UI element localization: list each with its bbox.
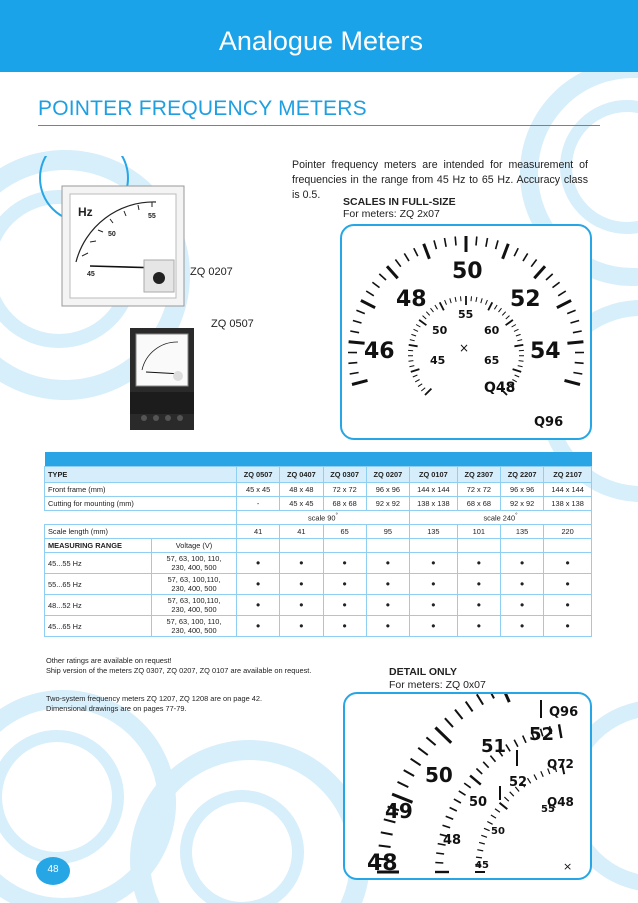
scale-tick [415,380,419,382]
table-cell: 65 [323,525,366,539]
scale-full-outer-48: 48 [396,287,427,312]
scale-240-label: scale 240 [483,513,516,523]
scale-detail-mid-48: 48 [443,833,462,848]
scale-tick [504,797,508,801]
table-row-cutting [45,497,592,511]
scale-tick [395,260,400,267]
note-line: Ship version of the meters ZQ 0307, ZQ 0207, ZQ 0107 are available on request. [46,665,312,675]
table-row-type [45,467,592,483]
scale-tick [541,771,543,777]
scale-tick [416,325,420,328]
table-cell: 135 [500,525,543,539]
scale-tick [512,325,516,328]
scale-tick [546,274,553,280]
type-label: TYPE [45,467,237,483]
scale-full-outer-50: 50 [452,259,483,284]
availability-dot: • [544,553,592,574]
scale-tick [471,296,472,301]
availability-dot: • [237,574,280,595]
voltage-cell [152,595,237,616]
availability-dot: • [457,553,500,574]
availability-dot: • [457,595,500,616]
scale-tick [515,375,520,377]
scale-full-subheading: For meters: ZQ 2x07 [343,208,440,220]
cutting-label: Cutting for mounting (mm) [45,497,237,511]
scale-tick [486,300,488,305]
scale-full-heading: SCALES IN FULL-SIZE [343,196,456,208]
voltage-line: 230, 400, 500 [171,626,217,635]
scale-tick [426,737,435,745]
table-row-range [45,574,592,595]
scale-detail-cross: × [563,860,573,873]
scale-tick [519,361,524,362]
scale-tick [404,253,409,261]
scale-full-outer-46: 46 [364,339,395,364]
product-photo [32,156,292,436]
scale-full-tag-q96: Q96 [534,415,564,430]
meter-a-unit: Hz [78,205,93,219]
voltage-line: 57, 63, 100, 110, [166,617,222,626]
availability-dot: • [500,574,543,595]
table-cell: 138 x 138 [410,497,458,511]
scale-tick [352,380,368,384]
scale-tick [516,334,521,336]
table-cell: 45 x 45 [237,483,280,497]
scale-tick [491,815,496,818]
availability-dot: • [457,574,500,595]
table-cell: 68 x 68 [457,497,500,511]
scale-tick [476,237,477,246]
scale-detail-tag-q96: Q96 [549,705,579,720]
scale-tick [484,828,490,830]
range-label: 45...55 Hz [45,553,152,574]
model-cell: ZQ 0207 [366,467,409,483]
scale-tick [528,778,531,783]
scale-tick [523,253,528,261]
scale-full-svg [342,226,590,438]
scale-tick [565,380,581,384]
scale-full-panel [340,224,592,440]
scale-90-cell [237,511,410,525]
front-frame-label: Front frame (mm) [45,483,237,497]
scale-tick [414,248,418,256]
scale-length-label: Scale length (mm) [45,525,237,539]
table-cell: 92 x 92 [366,497,409,511]
scale-detail-tag-q72: Q72 [547,757,574,771]
scale-detail-svg [345,694,590,878]
table-cell: 96 x 96 [500,483,543,497]
availability-dot: • [237,616,280,637]
scale-tick [567,310,575,313]
scale-tick [571,321,580,324]
availability-dot: • [410,574,458,595]
voltage-cell [152,616,237,637]
scale-tick [464,783,471,788]
range-label: 55...65 Hz [45,574,152,595]
scale-tick [557,300,571,307]
scale-detail-tag-q48: Q48 [547,795,574,809]
availability-dot: • [544,595,592,616]
model-cell: ZQ 0307 [323,467,366,483]
scale-tick [461,296,462,301]
scale-tick [534,775,537,780]
table-cell: 72 x 72 [457,483,500,497]
scale-tick [413,375,418,377]
scale-tick [409,345,418,346]
scale-full-inner-45: 45 [430,354,446,367]
scale-full-inner-50: 50 [432,324,448,337]
availability-dot: • [500,616,543,637]
scale-tick [411,369,420,372]
scale-tick [494,305,497,309]
scale-tick [476,297,477,302]
availability-dot: • [457,616,500,637]
scale-tick [379,846,391,848]
scale-tick [573,373,582,375]
scale-tick [496,240,498,249]
scale-tick [421,388,425,391]
scale-tick [506,316,510,319]
scale-detail-outer-49: 49 [385,799,413,823]
table-cell: 95 [366,525,409,539]
table-cell: 138 x 138 [544,497,592,511]
scale-tick [434,240,436,249]
scale-tick [445,300,447,305]
scale-detail-inner-45: 45 [475,860,489,871]
scale-tick [486,238,488,247]
model-cell: ZQ 0407 [280,467,323,483]
table-cell: 41 [280,525,323,539]
scale-240-cell [410,511,592,525]
scale-detail-mid-50: 50 [469,795,488,810]
note-line: Other ratings are available on request! [46,656,172,665]
table-cell: 144 x 144 [410,483,458,497]
scale-full-inner-55: 55 [458,308,474,321]
availability-dot: • [500,553,543,574]
meter-a-mark-45: 45 [87,271,95,278]
scale-detail-outer-51: 51 [481,736,507,757]
scale-tick [517,340,522,341]
scale-detail-subheading: For meters: ZQ 0x07 [389,679,486,691]
note-line: Two-system frequency meters ZQ 1207, ZQ 1208 are on page 42. [46,694,263,703]
scale-tick [411,759,421,766]
scale-detail-outer-50: 50 [425,763,453,787]
scale-tick [379,274,386,280]
model-cell: ZQ 0507 [237,467,280,483]
scale-tick [513,369,522,372]
note-line: Dimensional drawings are on pages 77-79. [46,703,187,713]
scale-tick [503,244,509,259]
scale-90-label: scale 90 [308,513,336,523]
scale-tick [450,808,457,812]
model-cell: ZQ 2107 [544,467,592,483]
table-header-band [45,452,592,467]
availability-dot: • [544,616,592,637]
scale-tick [514,329,519,331]
scale-tick [495,809,500,813]
scale-tick [446,816,454,819]
scale-detail-heading: DETAIL ONLY [389,666,458,678]
scale-tick [573,331,582,333]
scale-tick [414,329,419,331]
table-cell: 92 x 92 [500,497,543,511]
availability-dot: • [323,574,366,595]
scale-tick [356,310,364,313]
scale-tick [424,244,430,259]
scale-tick [470,776,481,785]
scale-tick [353,321,362,324]
voltage-line: 230, 400, 500 [171,605,217,614]
availability-dot: • [544,574,592,595]
voltage-line: 57, 63, 100, 110, [166,554,222,563]
scale-tick [372,282,379,287]
table-cell: - [237,497,280,511]
availability-dot: • [237,595,280,616]
availability-dot: • [323,595,366,616]
meter-a-label: ZQ 0207 [190,266,233,278]
scale-full-inner-65: 65 [484,354,500,367]
meter-a-mark-55: 55 [148,213,156,220]
scale-tick [567,342,583,344]
scale-tick [445,238,447,247]
availability-dot: • [280,574,323,595]
availability-dot: • [366,595,409,616]
availability-dot: • [366,616,409,637]
table-cell: 101 [457,525,500,539]
range-label: 48...52 Hz [45,595,152,616]
scale-detail-inner-50: 50 [491,826,505,837]
scale-tick [350,373,359,375]
spec-table [44,452,592,637]
scale-tick [440,302,444,310]
scale-tick [499,308,502,312]
scale-tick [514,345,523,346]
scale-tick [361,300,375,307]
notes [46,656,376,713]
availability-dot: • [366,553,409,574]
availability-dot: • [323,553,366,574]
voltage-line: 57, 63, 100,110, [167,575,221,584]
scale-tick [435,728,451,743]
scale-tick [349,342,365,344]
voltage-label: Voltage (V) [152,539,237,553]
voltage-line: 230, 400, 500 [171,563,217,572]
model-cell: ZQ 2207 [500,467,543,483]
availability-dot: • [280,595,323,616]
table-cell: 41 [237,525,280,539]
scale-tick [506,320,513,325]
scale-detail-panel [343,692,592,880]
scale-tick [436,853,444,854]
scale-tick [459,791,466,795]
scale-tick [534,266,545,278]
scale-tick [481,835,487,837]
scale-tick [348,363,357,364]
voltage-cell [152,553,237,574]
scale-tick [510,792,514,796]
scale-tick [435,863,443,864]
availability-dot: • [280,553,323,574]
degree-mark: ° [335,512,338,520]
scale-tick [500,694,509,702]
scale-tick [477,850,483,851]
scale-tick [418,748,428,755]
scale-detail-mid-52: 52 [509,775,528,790]
scale-tick [445,718,453,727]
table-cell: 72 x 72 [323,483,366,497]
scale-full-outer-54: 54 [530,339,561,364]
table-row-range [45,595,592,616]
availability-dot: • [366,574,409,595]
scale-tick [502,312,505,316]
scale-tick [381,832,393,834]
section-title: POINTER FREQUENCY METERS [38,97,367,120]
scale-tick [488,302,492,310]
scale-tick [479,842,485,844]
table-row-range-header [45,539,592,553]
scale-tick [523,736,526,743]
measuring-range-label: MEASURING RANGE [45,539,152,553]
scale-tick [455,710,463,719]
section-rule [38,125,600,126]
scale-tick [575,363,584,364]
scale-tick [553,282,560,287]
scale-tick [487,822,492,825]
scale-tick [559,724,561,738]
scale-detail-inner-55: 55 [541,804,555,815]
scale-tick [514,740,518,747]
voltage-line: 230, 400, 500 [171,584,217,593]
page-number: 48 [47,864,59,875]
product-photo-area [32,156,292,436]
degree-mark: ° [515,512,518,520]
scale-tick [455,237,456,246]
availability-dot: • [500,595,543,616]
table-cell: 48 x 48 [280,483,323,497]
scale-tick [419,320,426,325]
availability-dot: • [410,553,458,574]
scale-full-outer-52: 52 [510,287,541,312]
table-row-scale-length [45,525,592,539]
scale-tick [418,384,422,387]
table-cell: 220 [544,525,592,539]
scale-tick [476,769,482,775]
scale-tick [450,298,451,303]
scale-tick [514,248,518,256]
scale-tick [410,340,415,341]
intro-text: Pointer frequency meters are intended for measurement of frequencies in the range from 45 Hz to 65 Hz. Accuracy class is 0.5. [292,159,588,201]
scale-full-tag-q48: Q48 [484,380,516,396]
scale-tick [404,770,414,776]
meter-a-mark-50: 50 [108,231,116,238]
scale-detail-outer-48: 48 [367,851,398,876]
scale-tick [387,266,398,278]
header-title: Analogue Meters [218,26,423,56]
scale-tick [411,334,416,336]
scale-tick [558,291,566,296]
model-cell: ZQ 2307 [457,467,500,483]
scale-tick [443,825,451,828]
table-cell: 135 [410,525,458,539]
scale-tick [423,316,427,319]
availability-dot: • [410,616,458,637]
availability-dot: • [323,616,366,637]
scale-tick [476,857,482,858]
scale-tick [506,745,510,752]
scale-tick [398,782,409,787]
table-row-scale-type [45,511,592,525]
scale-tick [466,702,473,712]
scale-tick [455,297,456,302]
scale-tick [488,694,494,698]
scale-tick [481,298,482,303]
scale-tick [431,308,434,312]
scale-detail-outer-52: 52 [529,724,555,745]
voltage-cell [152,574,237,595]
scale-tick [426,312,429,316]
scale-tick [454,799,461,803]
scale-tick [409,366,414,367]
table-row-front-frame [45,483,592,497]
table-row-range [45,553,592,574]
meter-b-label: ZQ 0507 [211,318,254,330]
table-cell: 45 x 45 [280,497,323,511]
scale-tick [435,305,438,309]
table-row-range [45,616,592,637]
table-cell: 96 x 96 [366,483,409,497]
scale-tick [531,260,536,267]
availability-dot: • [410,595,458,616]
model-cell: ZQ 0107 [410,467,458,483]
scale-tick [483,762,489,768]
scale-tick [425,389,431,395]
scale-tick [366,291,374,296]
voltage-line: 57, 63, 100,110, [167,596,221,605]
availability-dot: • [237,553,280,574]
scale-tick [500,803,508,809]
scale-tick [477,694,483,704]
scale-tick [409,361,414,362]
range-label: 45...65 Hz [45,616,152,637]
scale-tick [350,331,359,333]
scale-tick [518,366,523,367]
table-cell: 68 x 68 [323,497,366,511]
scale-full-cross: × [459,341,470,355]
table-cell: 144 x 144 [544,483,592,497]
scale-full-inner-60: 60 [484,324,500,337]
availability-dot: • [280,616,323,637]
